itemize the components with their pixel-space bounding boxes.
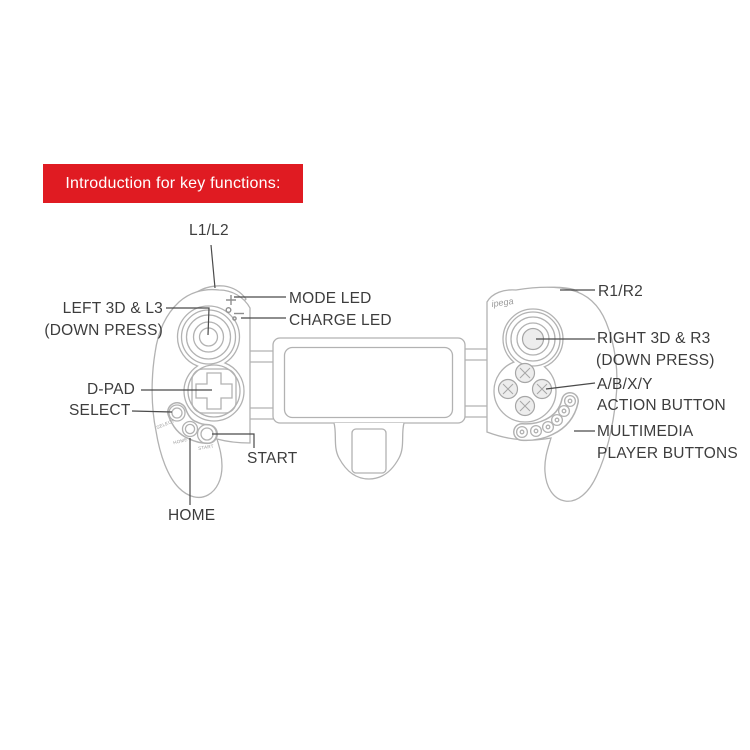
callout-mode-led: MODE LED [289, 290, 372, 307]
callout-left-3d-line1: LEFT 3D & L3 [62, 300, 163, 317]
callout-charge-led: CHARGE LED [289, 312, 392, 329]
rail-left-top [250, 351, 273, 362]
callout-select: SELECT [69, 402, 131, 419]
callout-multimedia-line2: PLAYER BUTTONS [597, 445, 738, 462]
callout-d-pad: D-PAD [87, 381, 136, 398]
stand [334, 423, 404, 479]
printed-select-label: SELECT [155, 418, 176, 431]
callout-start: START [247, 450, 298, 467]
brand-logo: ipega [490, 296, 515, 309]
callout-r1-r2: R1/R2 [598, 283, 643, 300]
callout-multimedia-line1: MULTIMEDIA [597, 423, 694, 440]
callout-left-3d-line2: (DOWN PRESS) [44, 322, 163, 339]
callout-l1-l2: L1/L2 [189, 222, 229, 239]
rail-right-bottom [465, 406, 488, 417]
callout-home: HOME [168, 507, 216, 524]
printed-start-label: START [197, 443, 214, 451]
banner-text: Introduction for key functions: [65, 174, 281, 192]
callout-right-3d-line1: RIGHT 3D & R3 [597, 330, 711, 347]
leader-l1-l2 [211, 245, 215, 288]
holder-outer-plate [273, 338, 465, 423]
callout-abxy-line2: ACTION BUTTON [597, 397, 726, 414]
rail-right-top [465, 349, 488, 360]
stand-inner [352, 429, 386, 473]
rail-left-bottom [250, 408, 273, 419]
printed-home-label: HOME [172, 436, 189, 446]
callout-abxy-line1: A/B/X/Y [597, 376, 653, 393]
callout-right-3d-line2: (DOWN PRESS) [596, 352, 715, 369]
phone-holder [273, 338, 465, 423]
